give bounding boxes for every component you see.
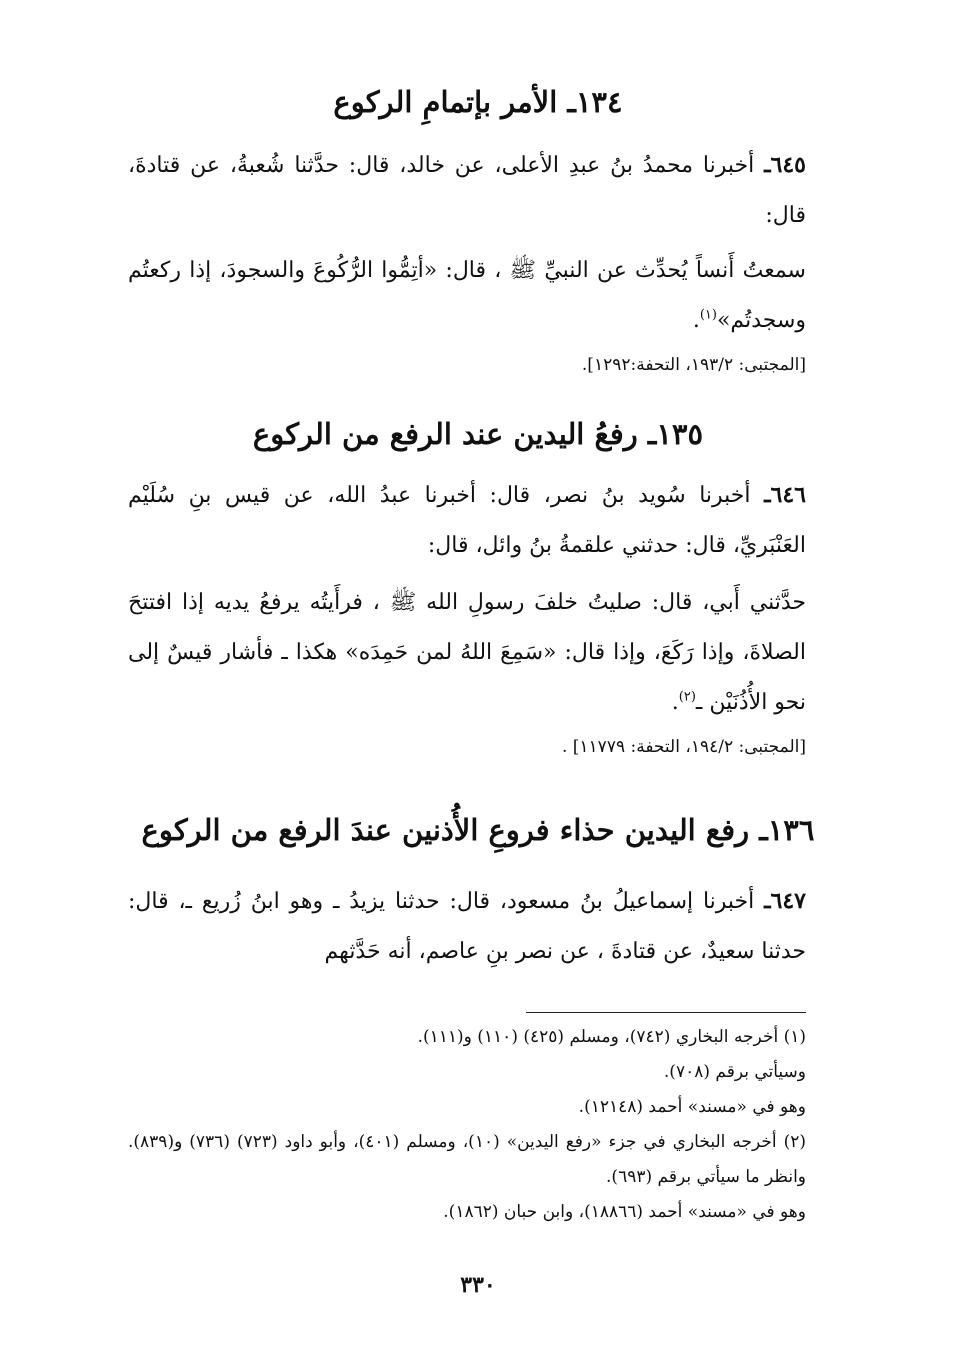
footnotes bbox=[128, 1020, 806, 1230]
chapter-heading-134: ١٣٤ـ الأمر بإتمامِ الركوع bbox=[333, 85, 623, 119]
page-number: ٣٣٠ bbox=[460, 1272, 496, 1298]
footnote-1-line-1: (١) أخرجه البخاري (٧٤٢)، ومسلم (٤٢٥) (١١٠) و(١١١). bbox=[417, 1027, 806, 1047]
hadith-number: ٦٤٥ـ bbox=[764, 152, 806, 178]
hadith-647-isnad bbox=[128, 876, 806, 977]
isnad-text: أخبرنا سُويد بنُ نصر، قال: أخبرنا عبدُ الله، عن قيس بنِ سُلَيْم العَنْبَريِّ، قال: حدثني علقمةُ بنُ وائل، قال: bbox=[128, 483, 806, 558]
footnote-marker-2[interactable]: (٢) bbox=[678, 689, 696, 705]
hadith-645-isnad bbox=[128, 140, 806, 241]
matn-end: . bbox=[692, 308, 700, 333]
hadith-646-isnad bbox=[128, 470, 806, 571]
footnote-marker-1[interactable]: (١) bbox=[699, 307, 717, 323]
chapter-heading-136: ١٣٦ـ رفع اليدين حذاء فروعِ الأُذنين عندَ الرفع من الركوع bbox=[141, 813, 815, 847]
isnad-text: أخبرنا إسماعيلُ بنُ مسعود، قال: حدثنا يزيدُ ـ وهو ابنُ زُريع ـ، قال: حدثنا سعيدٌ، عن قتادةَ ، عن نصر بنِ عاصم، أنه حَدَّثهم bbox=[128, 889, 806, 964]
hadith-number: ٦٤٧ـ bbox=[764, 888, 806, 914]
matn-end: . bbox=[671, 690, 679, 715]
matn-text: سمعتُ أَنساً يُحدِّث عن النبيِّ ﷺ ، قال: «أتِمُّوا الرُّكُوعَ والسجودَ، إذا ركعتُم وسجدتُم» bbox=[128, 258, 806, 333]
chapter-heading-135: ١٣٥ـ رفعُ اليدين عند الرفع من الركوع bbox=[252, 417, 704, 451]
footnote-2-line-2: وهو في «مسند» أحمد (١٨٨٦٦)، وابن حبان (١٨٦٢). bbox=[443, 1202, 806, 1222]
hadith-645-reference: [المجتبى: ١٩٣/٢، التحفة:١٢٩٢]. bbox=[581, 355, 806, 375]
hadith-645-matn bbox=[128, 246, 806, 346]
footnote-1-line-2: وسيأتي برقم (٧٠٨). bbox=[663, 1062, 806, 1082]
hadith-646-reference: [المجتبى: ١٩٤/٢، التحفة: ١١٧٧٩] . bbox=[561, 737, 806, 757]
hadith-number: ٦٤٦ـ bbox=[764, 482, 806, 508]
footnote-2-line-1: (٢) أخرجه البخاري في جزء «رفع اليدين» (١٠)، ومسلم (٤٠١)، وأبو داود (٧٢٣) (٧٣٦) و(٨٣٩). وانظر ما سيأتي برقم (٦٩٣). bbox=[128, 1132, 806, 1187]
hadith-646-matn bbox=[128, 578, 806, 728]
footnote-separator bbox=[526, 1012, 806, 1013]
matn-text: حدَّثني أَبي، قال: صليتُ خلفَ رسولِ الله ﷺ ، فرأَيتُه يرفعُ يديه إذا افتتحَ الصلاةَ، وإذا رَكَعَ، وإذا قال: «سَمِعَ اللهُ لمن حَمِدَه» هكذا ـ فأشار قيسٌ إلى نحو الأُذُنَيْن ـ bbox=[128, 590, 806, 715]
isnad-text: أخبرنا محمدُ بنُ عبدِ الأعلى، عن خالد، قال: حدَّثنا شُعبةُ، عن قتادةَ، قال: bbox=[128, 153, 806, 228]
footnote-1-line-3: وهو في «مسند» أحمد (١٢١٤٨). bbox=[578, 1097, 806, 1117]
